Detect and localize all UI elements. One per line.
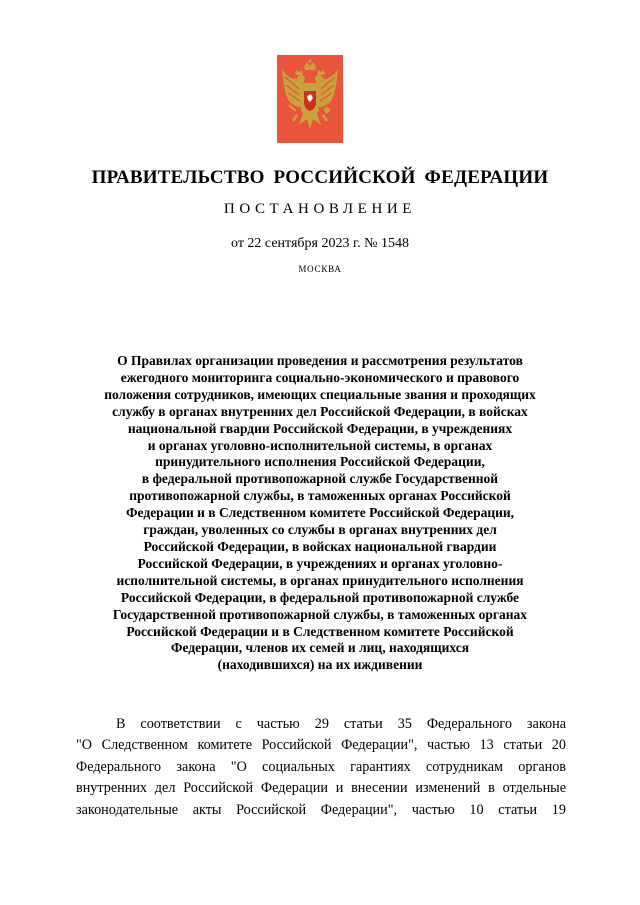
subject-line: в федеральной противопожарной службе Государственной bbox=[141, 471, 499, 487]
subject-line: Федерации, членов их семей и лиц, находящихся bbox=[170, 640, 470, 656]
document-type: ПОСТАНОВЛЕНИЕ bbox=[223, 201, 417, 217]
body-line: "О Следственном комитете Российской Федерации", частью 13 статьи 20 bbox=[76, 737, 566, 754]
subject-line: Российской Федерации, в федеральной противопожарной службе bbox=[120, 589, 520, 605]
body-line: внутренних дел Российской Федерации и внесении изменений в отдельные bbox=[76, 780, 566, 797]
subject-line: и органах уголовно-исполнительной системы, в органах bbox=[147, 437, 493, 453]
subject-line: О Правилах организации проведения и рассмотрения результатов bbox=[117, 353, 523, 368]
document-city: МОСКВА bbox=[298, 264, 342, 274]
body-line: законодательные акты Российской Федерации", частью 10 статьи 19 bbox=[76, 801, 566, 818]
subject-line: службу в органах внутренних дел Российской Федерации, в войсках bbox=[112, 403, 528, 419]
document-subject bbox=[40, 353, 600, 674]
subject-line: ежегодного мониторинга социально-экономического и правового bbox=[120, 369, 520, 385]
subject-line: противопожарной службы, в таможенных органах Российской bbox=[129, 488, 511, 504]
subject-line: национальной гвардии Российской Федерации, в учреждениях bbox=[127, 420, 513, 436]
subject-line: граждан, уволенных со службы в органах внутренних дел bbox=[143, 522, 497, 538]
subject-line: Российской Федерации и в Следственном комитете Российской bbox=[126, 623, 514, 639]
subject-line: Государственной противопожарной службы, в таможенных органах bbox=[112, 606, 528, 622]
document-body bbox=[76, 714, 566, 821]
subject-line: Федерации и в Следственном комитете Российской Федерации, bbox=[125, 505, 515, 521]
subject-line: положения сотрудников, имеющих специальные звания и проходящих bbox=[104, 386, 536, 402]
coat-of-arms-icon bbox=[277, 55, 343, 143]
government-title: ПРАВИТЕЛЬСТВО РОССИЙСКОЙ ФЕДЕРАЦИИ bbox=[91, 167, 549, 188]
subject-line: (находившихся) на их иждивении bbox=[217, 657, 423, 673]
subject-line: исполнительной системы, в органах принудительного исполнения bbox=[116, 572, 524, 588]
subject-line: Российской Федерации, в учреждениях и органах уголовно- bbox=[137, 555, 503, 571]
body-line: В соответствии с частью 29 статьи 35 Федерального закона bbox=[116, 716, 566, 732]
subject-line: Российской Федерации, в войсках национальной гвардии bbox=[143, 538, 497, 554]
body-line: Федерального закона "О социальных гарантиях сотрудникам органов bbox=[76, 758, 566, 775]
document-date-number: от 22 сентября 2023 г. № 1548 bbox=[231, 236, 409, 251]
subject-line: принудительного исполнения Российской Федерации, bbox=[155, 454, 485, 470]
